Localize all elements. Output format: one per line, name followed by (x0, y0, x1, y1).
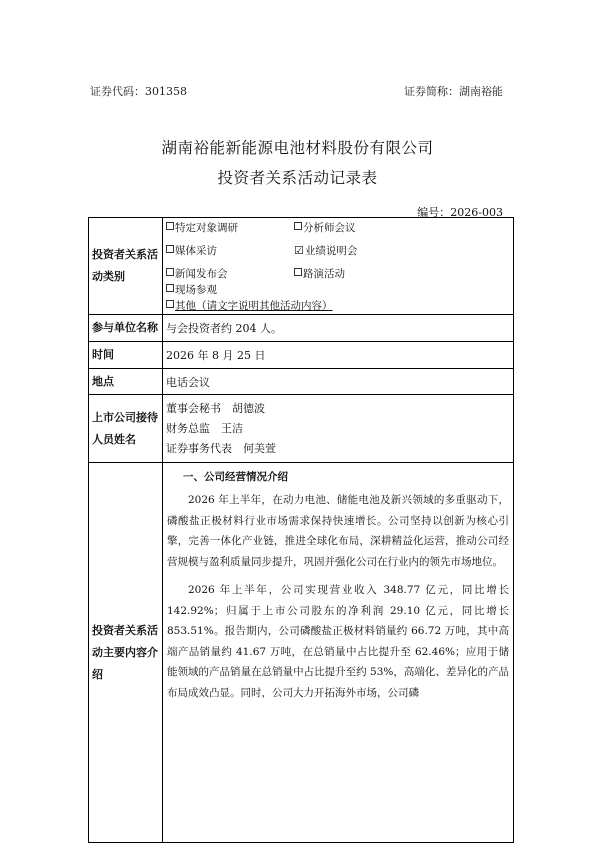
checkbox-checked-icon: ☑ (294, 244, 304, 257)
stock-code: 证券代码：301358 (90, 85, 187, 98)
checkbox-empty-icon (294, 268, 302, 276)
content-label: 投资者关系活动主要内容介绍 (89, 463, 163, 843)
content-row (89, 463, 514, 843)
record-table (88, 217, 514, 843)
time-value: 2026 年 8 月 25 日 (163, 342, 514, 369)
option-label: 媒体采访 (175, 245, 217, 257)
serial-number: 编号：2026-003 (417, 206, 503, 219)
category-options (163, 218, 514, 315)
location-row (89, 369, 514, 395)
option-site-visit (166, 282, 217, 297)
option-label: 特定对象调研 (175, 222, 238, 234)
checkbox-empty-icon (166, 245, 174, 253)
paragraph-overview: 2026 年上半年，在动力电池、储能电池及新兴领域的多重驱动下，磷酸盐正极材料行业市场需求保持快速增长。公司坚持以创新为核心引擎，完善一体化产业链，推进全球化布局，深耕精益化运营，推动公司经营规模与盈利质量同步提升，巩固并强化公司在行业内的领先市场地位。 (167, 494, 509, 568)
time-row (89, 342, 514, 369)
participants-value: 与会投资者约 204 人。 (163, 315, 514, 342)
document-title: 投资者关系活动记录表 (217, 169, 378, 187)
participants-label: 参与单位名称 (89, 315, 163, 342)
option-label: 其他（请文字说明其他活动内容） (175, 300, 333, 312)
option-earnings-call (294, 243, 357, 258)
staff-secretary: 董事会秘书 胡德波 (166, 401, 265, 415)
checkbox-empty-icon (166, 300, 174, 308)
checkbox-empty-icon (166, 268, 174, 276)
staff-securities-rep: 证券事务代表 何美萱 (166, 441, 276, 455)
checkbox-empty-icon (294, 222, 302, 230)
company-title: 湖南裕能新能源电池材料股份有限公司 (161, 139, 434, 157)
staff-list (163, 395, 514, 463)
staff-label: 上市公司接待人员姓名 (89, 395, 163, 463)
option-analyst-meeting (294, 220, 356, 235)
option-media-interview (166, 243, 217, 258)
section-title: 一、公司经营情况介绍 (183, 471, 288, 483)
option-label: 路演活动 (303, 268, 345, 280)
checkbox-empty-icon (166, 284, 174, 292)
stock-abbreviation: 证券简称：湖南裕能 (404, 85, 503, 98)
option-roadshow (294, 266, 345, 281)
location-label: 地点 (89, 369, 163, 395)
option-other (166, 298, 333, 313)
option-label: 现场参观 (175, 284, 217, 296)
option-label: 分析师会议 (303, 222, 356, 234)
staff-cfo: 财务总监 王洁 (166, 421, 243, 435)
content-body (163, 463, 514, 843)
option-specific-research (166, 220, 238, 235)
option-label: 新闻发布会 (175, 268, 228, 280)
participants-row (89, 315, 514, 342)
time-label: 时间 (89, 342, 163, 369)
staff-row (89, 395, 514, 463)
option-press-conference (166, 266, 228, 281)
category-label: 投资者关系活动类别 (89, 218, 163, 315)
option-label: 业绩说明会 (304, 245, 358, 257)
paragraph-results: 2026 年上半年，公司实现营业收入 348.77 亿元，同比增长 142.92%；归属于上市公司股东的净利润 29.10 亿元，同比增长 853.51%。报告期内，公司磷酸盐正极材料销量约 66.72 万吨，其中高端产品销量约 41.67 万吨，在总销量中占比提升至 62.46%；应用于储能领域的产品销量在总销量中占比提升至约 53%，高端化、差异化的产品布局成效凸显。同时，公司大力开拓海外市场，公司磷 (167, 584, 509, 699)
category-row (89, 218, 514, 315)
location-value: 电话会议 (163, 369, 514, 395)
checkbox-empty-icon (166, 222, 174, 230)
